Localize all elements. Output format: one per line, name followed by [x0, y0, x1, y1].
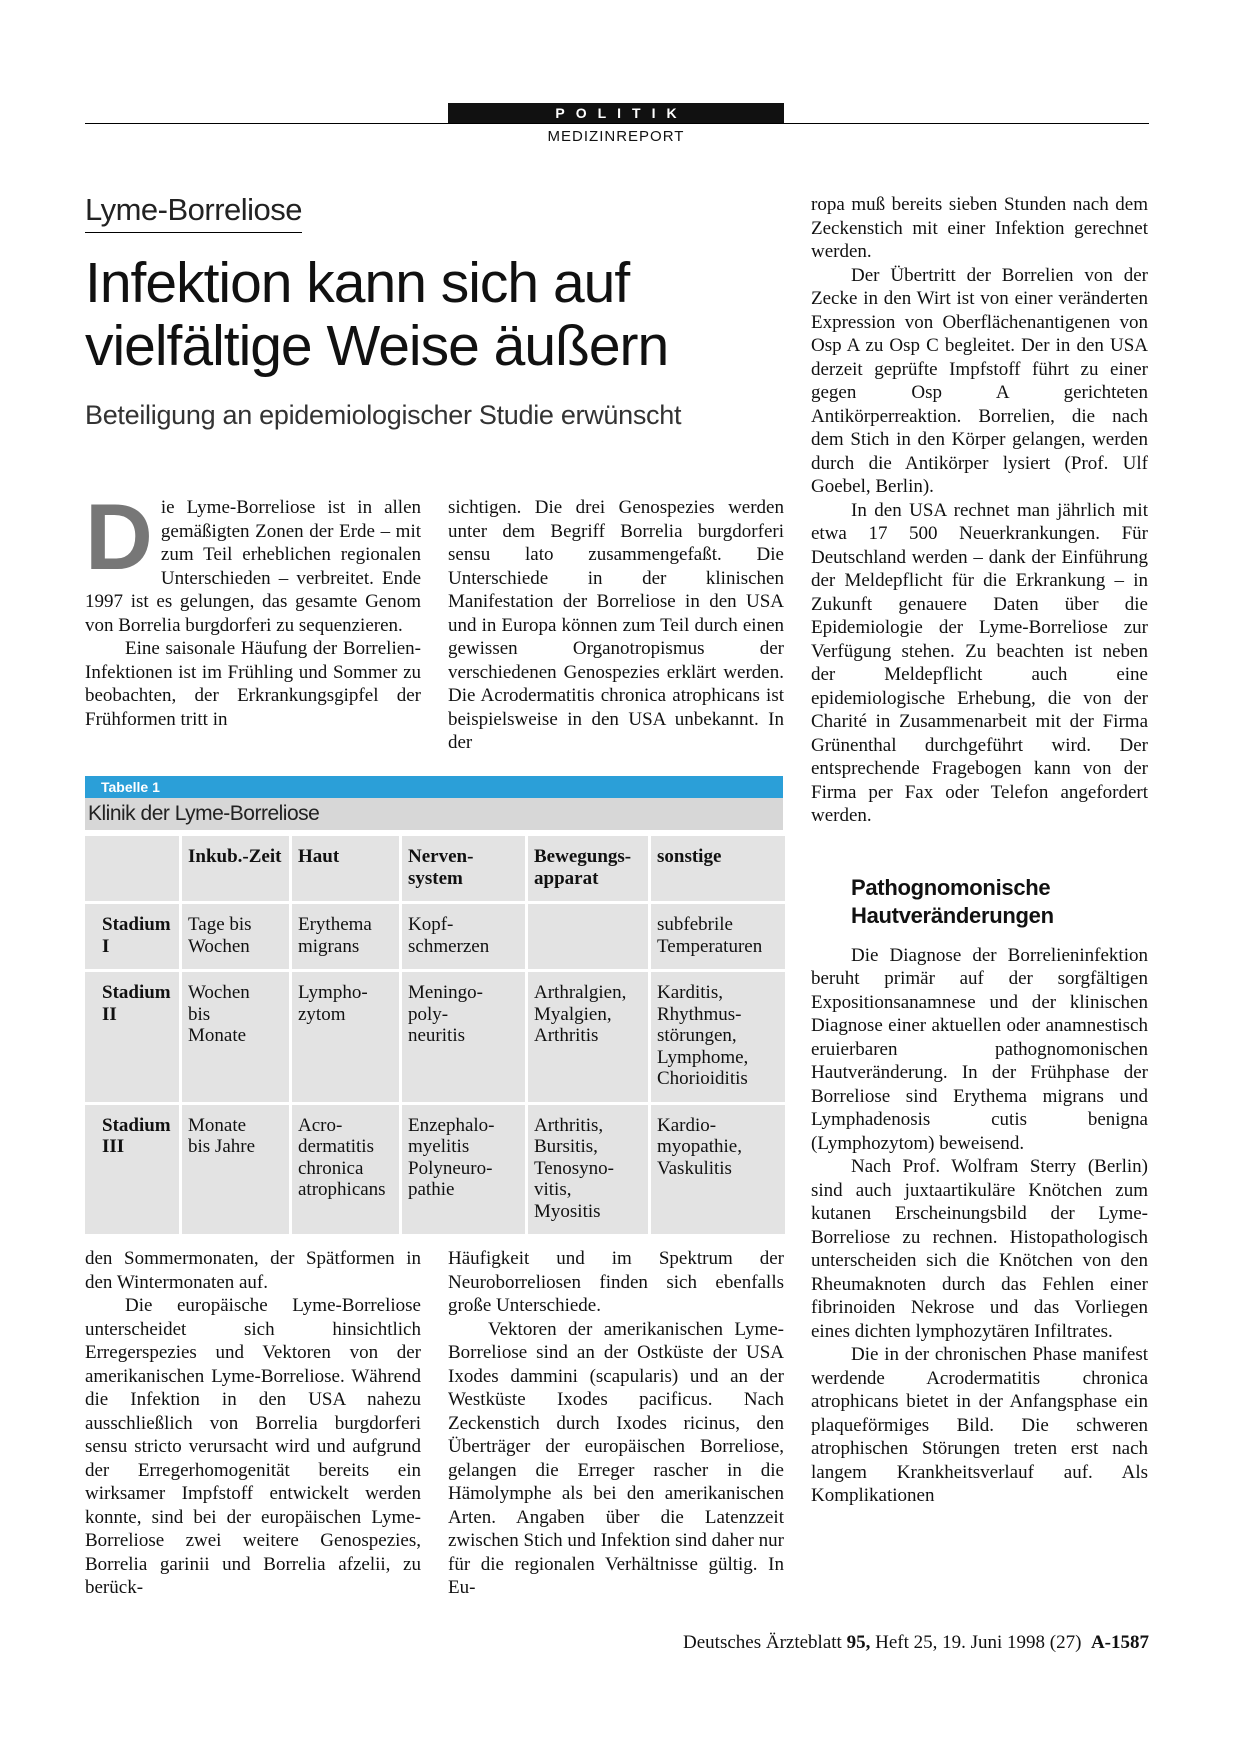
- table-row: [85, 904, 785, 969]
- page-footer: [683, 1632, 1149, 1654]
- journal-name: Deutsches Ärzteblatt: [683, 1632, 842, 1653]
- header-cell: Nerven- system: [402, 836, 525, 901]
- table-cell: Monate bis Jahre: [182, 1105, 289, 1235]
- paragraph: Die Diagnose der Borrelieninfektion beruht primär auf der sorgfältigen Expositionsanamnese und der klinischen Diagnose einer aktuellen oder anamnestisch eruierbaren pathognomonischen Hautveränderung. In der Frühphase der Borreliose sind Erythema migrans und Lymphadenosis cutis benigna (Lymphozytom) beweisend.: [811, 944, 1148, 1154]
- clinic-table: [85, 776, 783, 1237]
- paragraph: Die in der chronischen Phase manifest werdende Acrodermatitis chronica atrophicans bietet in der Anfangsphase ein plaqueförmiges Bild. Die schweren atrophischen Störungen treten erst nach langem Krankheitsverlauf auf. Als Komplikationen: [811, 1344, 1148, 1506]
- table-cell: Wochen bis Monate: [182, 972, 289, 1102]
- column-2-top: [448, 496, 784, 755]
- header-rule: [85, 123, 1149, 124]
- table-cell: Meningo- poly- neuritis: [402, 972, 525, 1102]
- paragraph: Nach Prof. Wolfram Sterry (Berlin) sind auch juxtaartikuläre Knötchen zum kutanen Erscheinungsbild der Lyme-Borreliose zu rechnen. Histopathologisch unterscheiden sich die Knötchen von den Rheumaknoten durch das Fehlen einer fibrinoiden Nekrose und das Vorliegen eines dichten lymphozytären Infiltrates.: [811, 1156, 1148, 1342]
- table-cell: [528, 904, 648, 969]
- table-cell: subfebrile Temperaturen: [651, 904, 785, 969]
- table-row: [85, 1105, 785, 1235]
- header-cell: sonstige: [651, 836, 785, 901]
- paragraph: den Sommermonaten, der Spätformen in den Wintermonaten auf.: [85, 1248, 421, 1293]
- paragraph: Die europäische Lyme-Borreliose unterscheidet sich hinsichtlich Erregerspezies und Vektoren von der amerikanischen Lyme-Borreliose. Während die Infektion in den USA nahezu ausschließlich von Borrelia burgdorferi sensu stricto verursacht wird und aufgrund der Erregerhomogenität bereits ein wirksamer Impfstoff entwickelt werden konnte, sind bei der europäischen Lyme-Borreliose zwei weitere Genospezies, Borrelia garinii und Borrelia afzelii, zu berück-: [85, 1295, 421, 1598]
- table-cell: Arthritis, Bursitis, Tenosyno- vitis, Myositis: [528, 1105, 648, 1235]
- paragraph: Eine saisonale Häufung der Borrelien-Infektionen ist im Frühling und Sommer zu beobachten, der Erkrankungsgipfel der Frühformen tritt in: [85, 638, 421, 730]
- paragraph: Häufigkeit und im Spektrum der Neuroborreliosen finden sich ebenfalls große Unterschiede.: [448, 1248, 784, 1316]
- table-cell: Kopf- schmerzen: [402, 904, 525, 969]
- page-number: A-1587: [1090, 1632, 1149, 1653]
- table-cell: Tage bis Wochen: [182, 904, 289, 969]
- table-cell: Lympho- zytom: [292, 972, 399, 1102]
- article-subhead: Beteiligung an epidemiologischer Studie erwünscht: [85, 400, 682, 430]
- drop-cap: D: [85, 484, 153, 589]
- table-title: Klinik der Lyme-Borreliose: [85, 798, 783, 830]
- header-cell: Bewegungs- apparat: [528, 836, 648, 901]
- paragraph: Vektoren der amerikanischen Lyme-Borreliose sind an der Ostküste der USA Ixodes dammini (scapularis) und an der Westküste Ixodes pacificus. Nach Zeckenstich durch Ixodes ricinus, den Überträger der europäischen Borreliose, gelangen die Erreger rascher in die Hämolymphe als bei den amerikanischen Arten. Angaben über die Latenzzeit zwischen Stich und Infektion sind daher nur für die regionalen Verhältnisse gültig. In Eu-: [448, 1318, 784, 1598]
- table-cell: Acro- dermatitis chronica atrophicans: [292, 1105, 399, 1235]
- paragraph: sichtigen. Die drei Genospezies werden unter dem Begriff Borrelia burgdorferi sensu lato zusammengefaßt. Die Unterschiede in der klinischen Manifestation der Borreliose in den USA und in Europa können zum Teil durch einen gewissen Organotropismus der verschiedenen Genospezies erklärt werden. Die Acrodermatitis chronica atrophicans ist beispielsweise in den USA unbekannt. In der: [448, 497, 784, 753]
- stage-cell: Stadium III: [85, 1105, 179, 1235]
- column-2-bottom: [448, 1247, 784, 1600]
- issue-info: Heft 25, 19. Juni 1998 (27): [875, 1632, 1082, 1653]
- volume-number: 95,: [846, 1632, 871, 1653]
- table-cell: Karditis, Rhythmus- störungen, Lymphome, Chorioiditis: [651, 972, 785, 1102]
- table-cell: Enzephalo- myelitis Polyneuro- pathie: [402, 1105, 525, 1235]
- table-row: [85, 972, 785, 1102]
- table-cell: Arthralgien, Myalgien, Arthritis: [528, 972, 648, 1102]
- header-cell: Haut: [292, 836, 399, 901]
- paragraph: Der Übertritt der Borrelien von der Zecke in den Wirt ist von einer veränderten Expression von Oberflächenantigenen von Osp A zu Osp C begleitet. Der in den USA derzeit geprüfte Impfstoff führt zu einer gegen Osp A gerichteten Antikörperreaktion. Borrelien, die nach dem Stich in den Körper gelangen, werden durch die Antikörper lysiert (Prof. Ulf Goebel, Berlin).: [811, 264, 1148, 497]
- table-cell: Kardio- myopathie, Vaskulitis: [651, 1105, 785, 1235]
- paragraph: ropa muß bereits sieben Stunden nach dem Zeckenstich mit einer Infektion gerechnet werden.: [811, 194, 1148, 262]
- subsection-label: MEDIZINREPORT: [547, 128, 685, 145]
- stage-cell: Stadium I: [85, 904, 179, 969]
- article-kicker: Lyme-Borreliose: [85, 192, 302, 233]
- column-1-top: [85, 484, 421, 731]
- header-cell: [85, 836, 179, 901]
- clinic-table-grid: [82, 833, 788, 1237]
- column-1-bottom: [85, 1247, 421, 1600]
- section-label: POLITIK: [448, 103, 784, 123]
- article-headline: Infektion kann sich auf vielfältige Weise äußern: [85, 251, 669, 378]
- column-3: [811, 193, 1148, 1508]
- paragraph: Die Lyme-Borreliose ist in allen gemäßigten Zonen der Erde – mit zum Teil erheblichen regionalen Unterschieden – verbreitet. Ende 1997 ist es gelungen, das gesamte Genom von Borrelia burgdorferi zu sequenzieren.: [85, 484, 421, 636]
- paragraph: In den USA rechnet man jährlich mit etwa 17 500 Neuerkrankungen. Für Deutschland werden – dank der Einführung der Meldepflicht für die Erkrankung – in Zukunft genauere Daten über die Epidemiologie der Lyme-Borreliose zur Verfügung stehen. Zu beachten ist neben der Meldepflicht auch eine epidemiologische Erhebung, die von der Charité in Zusammenarbeit mit der Firma Grünenthal durchgeführt wird. Der entsprechende Fragebogen kann von der Firma per Fax oder Telefon angefordert werden.: [811, 499, 1148, 826]
- stage-cell: Stadium II: [85, 972, 179, 1102]
- table-header-row: [85, 836, 785, 901]
- section-subheading: Pathognomonische Hautveränderungen: [851, 874, 1054, 928]
- table-label: Tabelle 1: [85, 776, 783, 798]
- table-cell: Erythema migrans: [292, 904, 399, 969]
- header-cell: Inkub.-Zeit: [182, 836, 289, 901]
